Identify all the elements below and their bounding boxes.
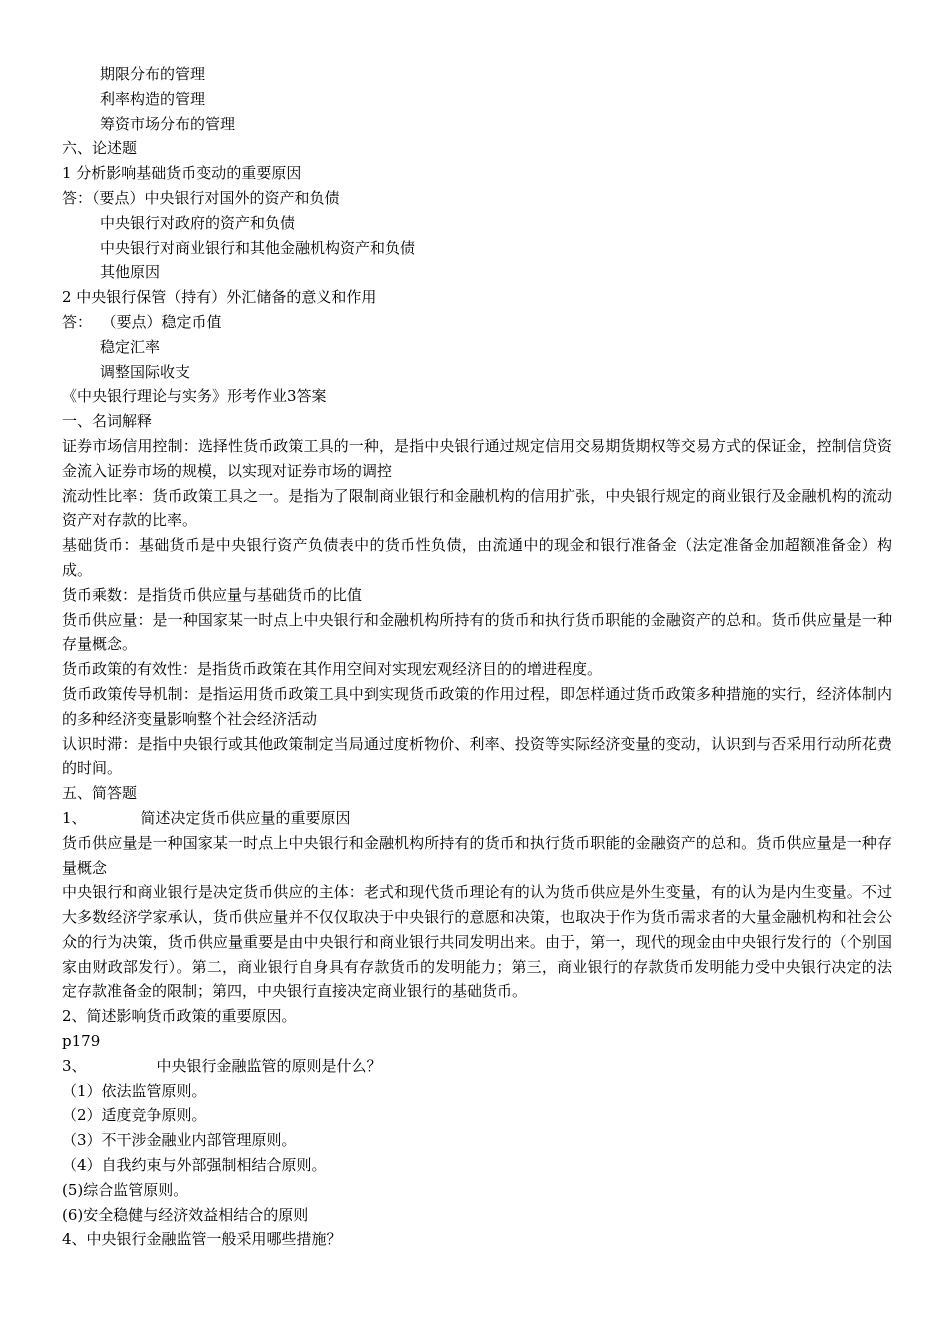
- document-page: [62, 62, 892, 1252]
- question-text: 简述决定货币供应量的重要原因: [140, 808, 351, 827]
- text-line: 2 中央银行保管（持有）外汇储备的意义和作用: [62, 288, 377, 307]
- principle-item: (5)综合监管原则。: [62, 1180, 189, 1199]
- text-line: 中央银行对商业银行和其他金融机构资产和负债: [100, 238, 416, 257]
- question-2: 2、简述影响货币政策的重要原因。: [62, 1007, 297, 1026]
- text-line: 稳定汇率: [100, 337, 161, 356]
- question-number: 3、: [62, 1056, 87, 1075]
- principle-item: （3）不干涉金融业内部管理原则。: [62, 1131, 297, 1150]
- text-line: 期限分布的管理: [100, 65, 206, 83]
- question-text: 中央银行金融监管的原则是什么？: [156, 1056, 382, 1075]
- preamble-lines: [62, 62, 892, 434]
- section-heading: 五、简答题: [62, 784, 138, 803]
- term-definition: 证券市场信用控制：选择性货币政策工具的一种，是指中央银行通过规定信用交易期货期权等交易方式的保证金，控制信贷资金流入证券市场的规模，以实现对证券市场的调控: [62, 436, 892, 480]
- page-reference: p179: [62, 1032, 101, 1051]
- answer-paragraph: 中央银行和商业银行是决定货币供应的主体：老式和现代货币理论有的认为货币供应是外生变量，有的认为是内生变量。不过大多数经济学家承认，货币供应量并不仅仅取决于中央银行的意愿和决策，也取决于作为货币需求者的大量金融机构和社会公众的行为决策，货币供应量重要是由中央银行和商业银行共同发明出来。由于，第一，现代的现金由中央银行发行的（个别国家由财政部发行）。第二，商业银行自身具有存款货币的发明能力；第三，商业银行的存款货币发明能力受中央银行决定的法定存款准备金的限制；第四，中央银行直接决定商业银行的基础货币。: [62, 883, 892, 1001]
- text-line: 《中央银行理论与实务》形考作业3答案: [62, 387, 327, 406]
- term-definition: 货币乘数：是指货币供应量与基础货币的比值: [62, 585, 363, 604]
- answer-paragraph: 货币供应量是一种国家某一时点上中央银行和金融机构所持有的货币和执行货币职能的金融资产的总和。货币供应量是一种存量概念: [62, 833, 892, 877]
- question-3: [62, 1054, 892, 1079]
- term-definition: 流动性比率：货币政策工具之一。是指为了限制商业银行和金融机构的信用扩张，中央银行规定的商业银行及金融机构的流动资产对存款的比率。: [62, 486, 892, 530]
- text-line: 答： （要点）稳定币值: [62, 312, 222, 331]
- term-definition: 基础货币：基础货币是中央银行资产负债表中的货币性负债，由流通中的现金和银行准备金（法定准备金加超额准备金）构成。: [62, 536, 892, 579]
- text-line: 一、名词解释: [62, 412, 153, 431]
- text-line: 中央银行对政府的资产和负债: [100, 213, 296, 232]
- principle-item: (6)安全稳健与经济效益相结合的原则: [62, 1205, 309, 1224]
- term-definition: 货币政策传导机制：是指运用货币政策工具中到实现货币政策的作用过程，即怎样通过货币政策多种措施的实行，经济体制内的多种经济变量影响整个社会经济活动: [62, 684, 892, 728]
- question-1: [62, 806, 892, 831]
- text-line: 其他原因: [100, 263, 161, 282]
- principle-item: （1）依法监管原则。: [62, 1081, 207, 1100]
- text-line: 答：（要点）中央银行对国外的资产和负债: [62, 188, 340, 207]
- term-definition: 认识时滞：是指中央银行或其他政策制定当局通过度析物价、利率、投资等实际经济变量的变动，认识到与否采用行动所花费的时间。: [62, 734, 892, 778]
- text-line: 1 分析影响基础货币变动的重要原因: [62, 164, 302, 183]
- text-line: 六、论述题: [62, 139, 138, 158]
- text-line: 调整国际收支: [100, 362, 191, 381]
- principle-item: （2）适度竞争原则。: [62, 1106, 207, 1125]
- question-4: 4、中央银行金融监管一般采用哪些措施？: [62, 1230, 342, 1249]
- text-line: 筹资市场分布的管理: [100, 114, 236, 133]
- principle-item: （4）自我约束与外部强制相结合原则。: [62, 1156, 327, 1175]
- text-line: 利率构造的管理: [100, 89, 206, 108]
- principle-list: [62, 1079, 892, 1228]
- term-definition: 货币供应量：是一种国家某一时点上中央银行和金融机构所持有的货币和执行货币职能的金融资产的总和。货币供应量是一种存量概念。: [62, 610, 892, 654]
- term-definition: 货币政策的有效性：是指货币政策在其作用空间对实现宏观经济目的的增进程度。: [62, 660, 603, 679]
- question-number: 1、: [62, 808, 87, 827]
- term-definitions: [62, 434, 892, 781]
